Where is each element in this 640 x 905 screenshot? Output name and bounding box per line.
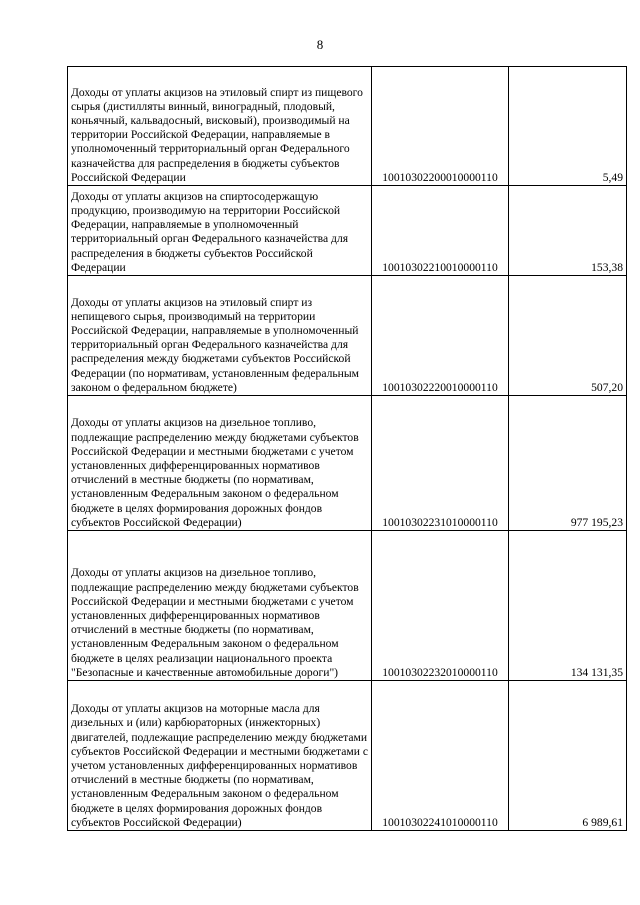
table-row bbox=[68, 67, 627, 186]
amount-value: 507,20 bbox=[591, 380, 623, 394]
row-description: Доходы от уплаты акцизов на этиловый спирт из пищевого сырья (дистилляты винный, виноградный, плодовый, коньячный, кальвадосный, висковый), производимый на территории Российской Федерации, направляемые в уполномоченный территориальный орган Федерального казначейства для распределения в бюджеты субъектов Российской Федерации bbox=[71, 85, 363, 184]
amount-value: 134 131,35 bbox=[570, 665, 623, 679]
budget-classification-code: 10010302241010000110 bbox=[382, 815, 498, 829]
row-description: Доходы от уплаты акцизов на дизельное топливо, подлежащие распределению между бюджетами субъектов Российской Федерации и местными бюджетами с учетом установленных дифференцированных нормативов отчислений в местные бюджеты (по нормативам, установленным Федеральным законом о федеральном бюджете в целях формирования дорожных фондов субъектов Российской Федерации) bbox=[71, 416, 359, 529]
budget-classification-code: 10010302232010000110 bbox=[382, 665, 498, 679]
row-code-cell bbox=[372, 396, 509, 531]
revenue-table bbox=[67, 66, 627, 831]
row-amount-cell bbox=[509, 396, 627, 531]
row-amount-cell bbox=[509, 276, 627, 396]
table-row bbox=[68, 186, 627, 276]
row-description-cell bbox=[68, 681, 372, 831]
budget-classification-code: 10010302210010000110 bbox=[382, 260, 498, 274]
row-description-cell bbox=[68, 276, 372, 396]
budget-classification-code: 10010302231010000110 bbox=[382, 515, 498, 529]
row-amount-cell bbox=[509, 531, 627, 681]
amount-value: 5,49 bbox=[602, 170, 623, 184]
row-amount-cell bbox=[509, 186, 627, 276]
row-description-cell bbox=[68, 67, 372, 186]
table-row bbox=[68, 531, 627, 681]
table-row bbox=[68, 276, 627, 396]
row-description-cell bbox=[68, 531, 372, 681]
row-description: Доходы от уплаты акцизов на дизельное топливо, подлежащие распределению между бюджетами субъектов Российской Федерации и местными бюджетами с учетом установленных дифференцированных нормативов отчислений в местные бюджеты (по нормативам, установленным Федеральным законом о федеральном бюджете в целях реализации национального проекта "Безопасные и качественные автомобильные дороги") bbox=[71, 566, 359, 679]
row-code-cell bbox=[372, 531, 509, 681]
table-row bbox=[68, 681, 627, 831]
row-amount-cell bbox=[509, 67, 627, 186]
row-description: Доходы от уплаты акцизов на спиртосодержащую продукцию, производимую на территории Российской Федерации, направляемые в уполномоченный территориальный орган Федерального казначейства для распределения в бюджеты субъектов Российской Федерации bbox=[71, 189, 349, 274]
table-row bbox=[68, 396, 627, 531]
row-code-cell bbox=[372, 276, 509, 396]
budget-classification-code: 10010302200010000110 bbox=[382, 170, 498, 184]
row-code-cell bbox=[372, 681, 509, 831]
row-code-cell bbox=[372, 67, 509, 186]
page-number: 8 bbox=[316, 37, 324, 52]
row-code-cell bbox=[372, 186, 509, 276]
row-description-cell bbox=[68, 396, 372, 531]
budget-classification-code: 10010302220010000110 bbox=[382, 380, 498, 394]
amount-value: 153,38 bbox=[591, 260, 623, 274]
amount-value: 6 989,61 bbox=[582, 815, 623, 829]
row-description: Доходы от уплаты акцизов на моторные масла для дизельных и (или) карбюраторных (инжекторных) двигателей, подлежащие распределению между бюджетами субъектов Российской Федерации и местными бюджетами с учетом установленных дифференцированных нормативов отчислений в местные бюджеты (по нормативам, установленным Федеральным законом о федеральном бюджете в целях формирования дорожных фондов субъектов Российской Федерации) bbox=[71, 702, 368, 829]
amount-value: 977 195,23 bbox=[570, 515, 623, 529]
row-amount-cell bbox=[509, 681, 627, 831]
row-description-cell bbox=[68, 186, 372, 276]
row-description: Доходы от уплаты акцизов на этиловый спирт из непищевого сырья, производимый на территории Российской Федерации, направляемые в уполномоченный территориальный орган Федерального казначейства для распределения между бюджетами субъектов Российской Федерации (по нормативам, установленным федеральным законом о федеральном бюджете) bbox=[71, 295, 359, 394]
